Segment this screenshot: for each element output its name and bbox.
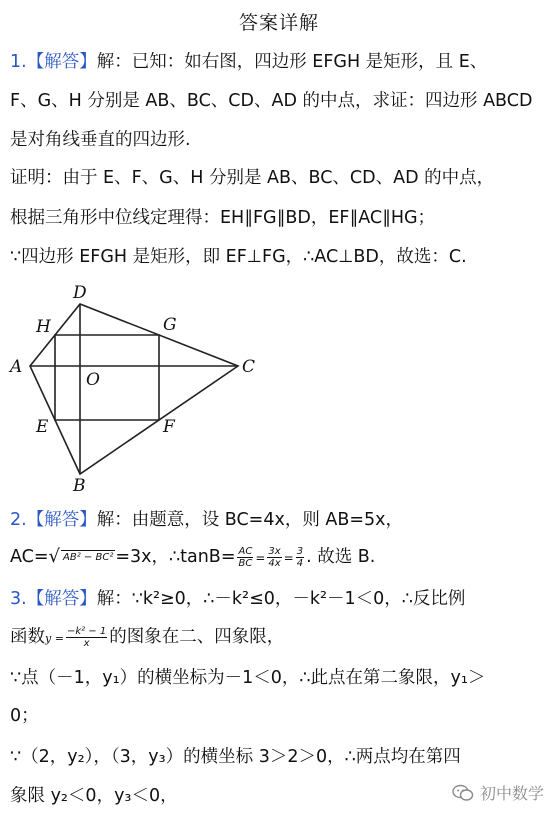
q3-number: 3. — [10, 589, 27, 609]
q3-fraction — [66, 626, 107, 649]
q2-frac-3 — [296, 546, 304, 569]
wechat-icon — [452, 784, 474, 802]
q2-number: 2. — [10, 510, 27, 530]
rectangle-efgh — [55, 335, 159, 420]
q2-text-1: 解：由题意，设 BC=4x，则 AB=5x， — [96, 510, 404, 530]
q3-answer-tag: 【解答】 — [26, 589, 97, 609]
q1-number: 1. — [10, 52, 27, 72]
q2-frac-3-den: 4 — [296, 557, 304, 569]
q1-line-4: 证明：由于 E、F、G、H 分别是 AB、BC、CD、AD 的中点， — [10, 168, 495, 188]
q3-line-1 — [10, 587, 465, 611]
q3-line-5: ∵（2，y₂），（3，y₃）的横坐标 3＞2＞0，∴两点均在第四 — [10, 747, 461, 767]
quadrilateral-abcd — [30, 304, 238, 474]
q2-line-2 — [10, 545, 375, 570]
q3-l2-suffix: 的图象在二、四象限， — [109, 627, 285, 647]
label-d: D — [73, 283, 87, 303]
q3-line-4: 0； — [10, 706, 39, 726]
q2-eq-2: = — [283, 551, 294, 565]
q3-l2-prefix: 函数 — [10, 627, 45, 647]
q3-text-1: 解：∵k²≥0，∴－k²≤0，－k²－1＜0，∴反比例 — [96, 589, 466, 609]
q1-line-3: 是对角线垂直的四边形. — [10, 130, 191, 150]
q1-line-1 — [10, 50, 487, 74]
q3-line-6: 象限 y₂＜0，y₃＜0， — [10, 786, 178, 806]
quadrilateral-diagram — [6, 282, 268, 494]
q3-fraction-den: x — [83, 637, 90, 649]
q1-text-1: 解：已知：如右图，四边形 EFGH 是矩形，且 E、 — [96, 52, 488, 72]
label-o: O — [86, 370, 100, 390]
label-g: G — [163, 315, 177, 335]
label-h: H — [36, 317, 51, 337]
q2-ac-prefix: AC= — [10, 547, 49, 567]
watermark — [452, 781, 544, 804]
q2-frac-3-num: 3 — [296, 545, 304, 557]
label-a: A — [10, 357, 23, 377]
q3-line-3: ∵点（－1，y₁）的横坐标为－1＜0，∴此点在第二象限，y₁＞ — [10, 668, 486, 688]
sqrt-icon: √ — [48, 546, 61, 567]
q2-frac-1-den: BC — [238, 557, 253, 569]
q3-fn-y: y = — [45, 632, 64, 645]
q2-answer-tag: 【解答】 — [26, 510, 97, 530]
label-f: F — [163, 417, 175, 437]
q2-frac-2 — [267, 546, 281, 569]
q2-line-1 — [10, 508, 403, 532]
q1-line-6: ∵四边形 EFGH 是矩形，即 EF⊥FG，∴AC⊥BD，故选：C. — [10, 247, 467, 267]
q2-frac-2-num: 3x — [268, 545, 281, 557]
label-b: B — [73, 476, 86, 494]
q1-answer-tag: 【解答】 — [26, 52, 97, 72]
q2-frac-1-num: AC — [238, 545, 253, 557]
q2-frac-1 — [237, 546, 253, 569]
q2-tail: . 故选 B. — [306, 547, 376, 567]
label-e: E — [36, 417, 49, 437]
watermark-text: 初中数学 — [479, 784, 544, 803]
q1-line-5: 根据三角形中位线定理得：EH∥FG∥BD，EF∥AC∥HG； — [10, 208, 436, 228]
q2-eq-1: = — [255, 551, 266, 565]
q2-frac-2-den: 4x — [268, 557, 281, 569]
q2-sqrt-body: AB² − BC² — [63, 552, 114, 563]
q3-fraction-num: −k² − 1 — [66, 625, 107, 637]
label-c: C — [242, 357, 256, 377]
q1-line-2: F、G、H 分别是 AB、BC、CD、AD 的中点，求证：四边形 ABCD — [10, 91, 533, 111]
q3-line-2 — [10, 625, 284, 651]
q2-ac-suffix: =3x，∴tanB= — [115, 547, 236, 567]
page-title: 答案详解 — [238, 12, 319, 34]
